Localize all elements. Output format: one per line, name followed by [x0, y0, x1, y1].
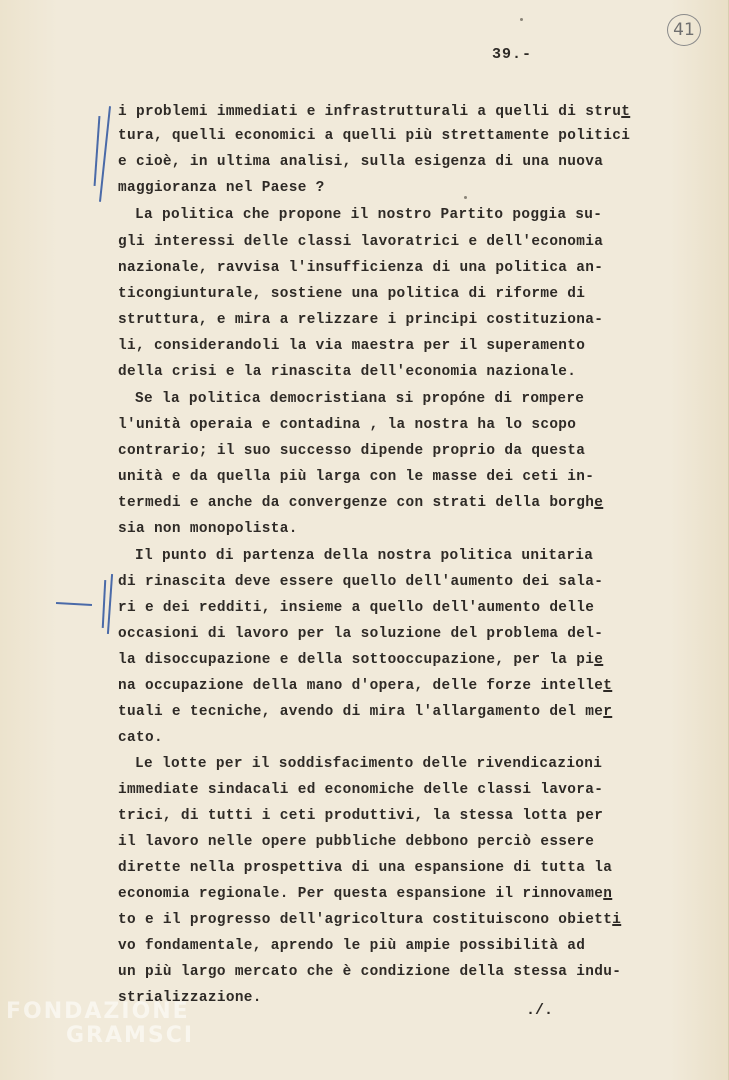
text-line: termedi e anche da convergenze con strati della borghe	[118, 495, 604, 511]
text-line: contrario; il suo successo dipende proprio da questa	[118, 443, 586, 459]
text-line: Se la politica democristiana si propóne di rompere	[135, 391, 585, 407]
margin-pen-mark	[94, 116, 100, 186]
text-line: la disoccupazione e della sottooccupazione, per la pie	[118, 652, 604, 668]
text-line: na occupazione della mano d'opera, delle forze intellet	[118, 678, 613, 694]
archive-page-number: 41	[667, 14, 701, 46]
watermark-line: GRAMSCI	[66, 1023, 195, 1048]
text-line: unità e da quella più larga con le masse dei ceti in-	[118, 469, 595, 485]
text-line: ri e dei redditi, insieme a quello dell'aumento delle	[118, 600, 595, 616]
text-line: un più largo mercato che è condizione della stessa indu-	[118, 964, 622, 980]
text-line: La politica che propone il nostro Partito poggia su-	[135, 207, 603, 223]
margin-pen-mark	[102, 580, 106, 628]
text-line: i problemi immediati e infrastrutturali a quelli di strut	[118, 104, 631, 120]
text-line: Le lotte per il soddisfacimento delle rivendicazioni	[135, 756, 603, 772]
text-line: occasioni di lavoro per la soluzione del problema del-	[118, 626, 604, 642]
margin-pen-mark	[99, 106, 111, 202]
text-line: economia regionale. Per questa espansione il rinnovamen	[118, 886, 613, 902]
end-mark: ./.	[526, 1002, 554, 1019]
text-line: sia non monopolista.	[118, 521, 298, 537]
text-line: di rinascita deve essere quello dell'aumento dei sala-	[118, 574, 604, 590]
text-line: e cioè, in ultima analisi, sulla esigenza di una nuova	[118, 154, 604, 170]
text-line: to e il progresso dell'agricoltura costituiscono obietti	[118, 912, 622, 928]
text-line: vo fondamentale, aprendo le più ampie possibilità ad	[118, 938, 586, 954]
text-line: trici, di tutti i ceti produttivi, la stessa lotta per	[118, 808, 604, 824]
text-line: tuali e tecniche, avendo di mira l'allargamento del mer	[118, 704, 613, 720]
text-line: della crisi e la rinascita dell'economia nazionale.	[118, 364, 577, 380]
text-line: cato.	[118, 730, 163, 746]
text-line: ticongiunturale, sostiene una politica di riforme di	[118, 286, 586, 302]
text-line: maggioranza nel Paese ?	[118, 180, 325, 196]
text-line: struttura, e mira a relizzare i principi costituziona-	[118, 312, 604, 328]
watermark-line: FONDAZIONE	[6, 999, 190, 1024]
text-line: tura, quelli economici a quelli più strettamente politici	[118, 128, 631, 144]
text-line: nazionale, ravvisa l'insufficienza di una politica an-	[118, 260, 604, 276]
text-line: li, considerandoli la via maestra per il superamento	[118, 338, 586, 354]
text-line: gli interessi delle classi lavoratrici e dell'economia	[118, 234, 604, 250]
text-line: immediate sindacali ed economiche delle classi lavora-	[118, 782, 604, 798]
text-line: strializzazione.	[118, 990, 262, 1006]
text-line: Il punto di partenza della nostra politica unitaria	[135, 548, 594, 564]
paper-spot	[464, 196, 467, 199]
text-line: il lavoro nelle opere pubbliche debbono perciò essere	[118, 834, 595, 850]
paper-spot	[520, 18, 523, 21]
page-number: 39.-	[492, 46, 533, 63]
text-line: l'unità operaia e contadina , la nostra ha lo scopo	[118, 417, 577, 433]
archive-watermark	[6, 1000, 194, 1048]
margin-pen-mark	[56, 602, 92, 606]
margin-pen-mark	[107, 574, 113, 634]
text-line: dirette nella prospettiva di una espansione di tutta la	[118, 860, 613, 876]
